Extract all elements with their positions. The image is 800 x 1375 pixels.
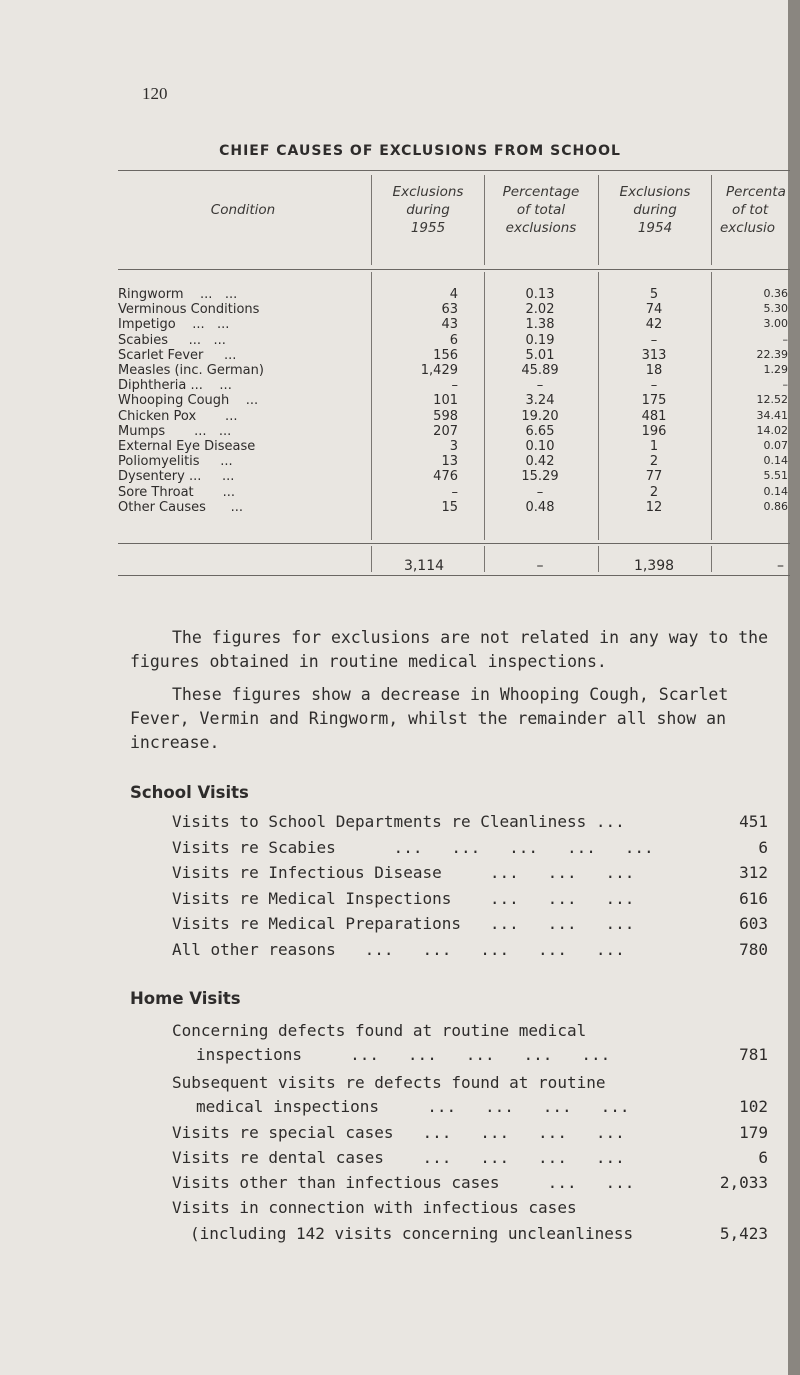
cell-exclusions-1954: 481: [641, 408, 667, 424]
cell-percentage-1954: –: [782, 332, 788, 346]
cell-exclusions-1954: –: [650, 332, 658, 348]
cell-percentage-1955: 0.48: [525, 499, 555, 515]
cell-percentage-1955: 19.20: [521, 408, 559, 424]
cell-exclusions-1954: 18: [645, 363, 663, 378]
table-row: [0, 439, 800, 454]
cell-condition: Dysentery ... ...: [118, 469, 235, 485]
table-row: [0, 485, 800, 500]
table-row: [0, 378, 800, 393]
cell-condition: Other Causes ...: [118, 499, 244, 515]
cell-exclusions-1955: 6: [449, 332, 458, 348]
school-visit-label: Visits re Infectious Disease ... ... ...: [172, 863, 635, 882]
home-visit-item-continuation: inspections ... ... ... ... ... 781: [196, 1045, 768, 1064]
cell-percentage-1954: 0.07: [763, 439, 788, 452]
cell-percentage-1954: 14.02: [756, 423, 788, 437]
school-visit-count: 603: [739, 914, 768, 933]
cell-condition: Chicken Pox ...: [118, 408, 238, 424]
cell-exclusions-1955: 1,429: [420, 363, 458, 378]
cell-exclusions-1955: 15: [441, 499, 458, 515]
school-visit-count: 451: [739, 812, 768, 831]
cell-percentage-1954: 22.39: [756, 347, 788, 361]
home-visits-heading: Home Visits: [130, 989, 241, 1008]
cell-percentage-1955: 0.10: [525, 439, 555, 454]
school-visit-item: [172, 812, 768, 836]
cell-percentage-1955: 15.29: [521, 469, 559, 485]
cell-percentage-1955: 0.13: [525, 287, 555, 302]
header-percentage-1954: Percenta of tot exclusio: [720, 184, 786, 236]
cell-percentage-1955: –: [536, 378, 544, 394]
table-title: CHIEF CAUSES OF EXCLUSIONS FROM SCHOOL: [219, 143, 621, 159]
table-row: [0, 393, 800, 408]
total-percentage-1954: –: [777, 558, 784, 574]
cell-condition: Diphtheria ... ...: [118, 378, 232, 394]
cell-condition: Poliomyelitis ...: [118, 454, 233, 470]
header-condition: Condition: [210, 202, 276, 218]
school-visit-count: 312: [739, 863, 768, 882]
cell-percentage-1954: 0.14: [763, 484, 788, 498]
table-row: [0, 469, 800, 484]
home-visit-item: Visits re dental cases ... ... ... ... 6: [172, 1148, 768, 1167]
column-divider: [598, 175, 599, 265]
home-visit-item: Visits other than infectious cases ... ... 2,033: [172, 1173, 768, 1192]
cell-condition: Sore Throat ...: [118, 484, 235, 500]
school-visit-label: Visits re Scabies ... ... ... ... ...: [172, 837, 654, 857]
cell-percentage-1954: 0.86: [763, 499, 788, 513]
cell-exclusions-1955: –: [451, 378, 458, 394]
header-exclusions-1955: Exclusions during 1955: [392, 184, 464, 236]
cell-percentage-1955: 2.02: [525, 302, 555, 318]
cell-condition: Whooping Cough ...: [118, 393, 259, 409]
table-row: [0, 363, 800, 378]
cell-condition: External Eye Disease: [118, 439, 256, 454]
cell-percentage-1955: 0.19: [525, 332, 555, 348]
home-visit-item: Subsequent visits re defects found at routine: [172, 1073, 606, 1092]
cell-percentage-1955: 6.65: [525, 423, 555, 439]
table-row: [0, 302, 800, 317]
cell-percentage-1954: 3.00: [763, 317, 788, 331]
cell-percentage-1954: 1.29: [763, 363, 788, 376]
cell-percentage-1954: 0.14: [763, 454, 788, 468]
school-visit-count: 780: [739, 939, 768, 959]
cell-exclusions-1955: 4: [449, 287, 458, 302]
cell-percentage-1954: 5.30: [763, 302, 788, 316]
table-row: [0, 500, 800, 515]
paragraph-exclusions-note: The figures for exclusions are not related in any way to the figures obtained in routine medical inspections.: [130, 628, 769, 671]
school-visit-item: [172, 940, 768, 964]
cell-exclusions-1954: 2: [649, 484, 659, 500]
cell-condition: Measles (inc. German): [118, 363, 264, 378]
cell-exclusions-1955: 43: [441, 317, 458, 333]
column-divider: [598, 546, 599, 572]
school-visit-item: [172, 889, 768, 913]
cell-exclusions-1954: –: [650, 378, 658, 394]
school-visit-item: [172, 863, 768, 887]
cell-exclusions-1955: 3: [449, 439, 458, 454]
cell-exclusions-1955: –: [451, 484, 458, 500]
home-visit-item-continuation: medical inspections ... ... ... ... 102: [196, 1097, 768, 1116]
school-visit-count: 616: [739, 888, 768, 908]
cell-percentage-1954: 34.41: [756, 408, 788, 422]
cell-percentage-1955: 0.42: [525, 454, 555, 470]
cell-exclusions-1954: 12: [645, 499, 663, 515]
column-divider: [371, 175, 372, 265]
school-visit-label: All other reasons ... ... ... ... ...: [172, 939, 625, 959]
cell-condition: Impetigo ... ...: [118, 317, 230, 333]
school-visits-heading: School Visits: [130, 783, 249, 802]
cell-exclusions-1955: 207: [433, 423, 458, 439]
home-visit-item: Visits in connection with infectious cases: [172, 1198, 577, 1217]
cell-condition: Scarlet Fever ...: [118, 347, 237, 363]
page-number: 120: [142, 84, 168, 103]
cell-condition: Mumps ... ...: [118, 423, 232, 439]
school-visit-label: Visits re Medical Preparations ... ... ...: [172, 914, 635, 933]
home-visit-item: Visits re special cases ... ... ... ... 179: [172, 1123, 768, 1142]
table-row: [0, 348, 800, 363]
cell-percentage-1954: –: [782, 378, 788, 392]
cell-exclusions-1955: 476: [433, 469, 458, 485]
cell-condition: Scabies ... ...: [118, 332, 226, 348]
cell-exclusions-1955: 156: [433, 347, 458, 363]
table-row: [0, 409, 800, 424]
body-bottom-rule: [118, 543, 790, 544]
total-percentage-1955: –: [536, 558, 544, 574]
cell-exclusions-1954: 313: [641, 347, 667, 363]
cell-exclusions-1954: 175: [641, 393, 667, 409]
cell-exclusions-1954: 77: [645, 469, 663, 485]
header-percentage-1955: Percentage of total exclusions: [502, 184, 580, 236]
cell-percentage-1955: 1.38: [525, 317, 555, 333]
cell-exclusions-1954: 5: [649, 287, 659, 302]
column-divider: [711, 175, 712, 265]
cell-exclusions-1954: 2: [649, 454, 659, 470]
cell-exclusions-1955: 13: [441, 454, 458, 470]
paragraph-trends: These figures show a decrease in Whooping Cough, Scarlet Fever, Vermin and Ringworm, whilst the remainder all show an increase.: [130, 685, 729, 752]
cell-exclusions-1954: 74: [645, 302, 663, 318]
school-visit-label: Visits to School Departments re Cleanliness ...: [172, 812, 625, 831]
home-visit-item: Concerning defects found at routine medical: [172, 1021, 587, 1040]
cell-percentage-1955: –: [536, 484, 544, 500]
table-row: [0, 317, 800, 332]
table-row: [0, 287, 800, 302]
cell-exclusions-1955: 63: [441, 302, 458, 318]
cell-percentage-1954: 12.52: [756, 393, 788, 407]
cell-exclusions-1955: 101: [433, 393, 458, 409]
table-row: [0, 333, 800, 348]
cell-exclusions-1954: 42: [645, 317, 663, 333]
table-bottom-rule: [118, 575, 790, 576]
cell-percentage-1955: 3.24: [525, 393, 555, 409]
school-visit-count: 6: [758, 837, 768, 857]
header-bottom-rule: [118, 269, 790, 270]
school-visit-item: [172, 838, 768, 862]
column-divider: [484, 175, 485, 265]
cell-exclusions-1954: 196: [641, 423, 667, 439]
cell-percentage-1954: 0.36: [763, 287, 788, 300]
table-row: [0, 454, 800, 469]
cell-exclusions-1954: 1: [649, 439, 659, 454]
column-divider: [484, 546, 485, 572]
table-top-rule: [118, 170, 790, 171]
cell-condition: Verminous Conditions: [118, 302, 260, 318]
cell-condition: Ringworm ... ...: [118, 287, 238, 302]
total-exclusions-1954: 1,398: [633, 558, 675, 574]
cell-percentage-1954: 5.51: [763, 469, 788, 483]
header-exclusions-1954: Exclusions during 1954: [619, 184, 691, 236]
cell-percentage-1955: 45.89: [521, 363, 559, 378]
table-row: [0, 424, 800, 439]
cell-exclusions-1955: 598: [433, 408, 458, 424]
school-visit-item: [172, 914, 768, 938]
school-visit-label: Visits re Medical Inspections ... ... ...: [172, 888, 635, 908]
cell-percentage-1955: 5.01: [525, 347, 555, 363]
total-exclusions-1955: 3,114: [403, 558, 445, 574]
home-visit-item-continuation: (including 142 visits concerning uncleanliness 5,423: [190, 1224, 768, 1243]
